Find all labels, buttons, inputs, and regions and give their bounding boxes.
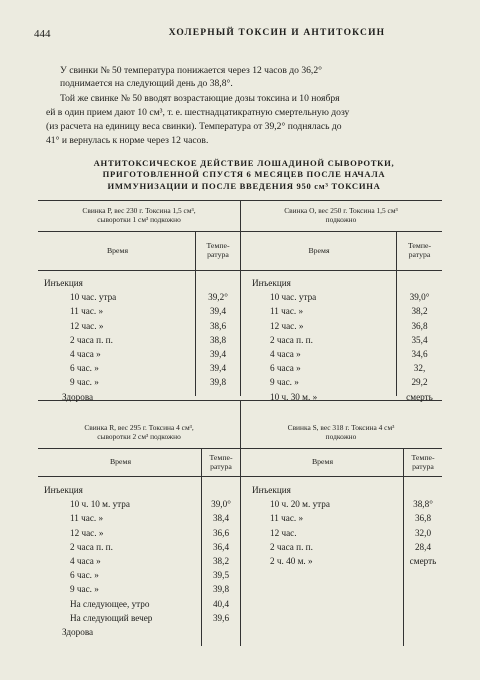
table-row-time: 2 часа п. п. — [270, 541, 313, 552]
table-row-temp: 38,8° — [413, 499, 433, 510]
table-row-time: На следующее, утро — [70, 598, 150, 609]
table-row-temp: 38,2 — [411, 306, 428, 317]
table-caption-o: Свинка О, вес 250 г. Токсина 1,5 см³ подкожно — [284, 206, 398, 224]
table-caption-r: Свинка R, вес 295 г. Токсина 4 см³, сыворотки 2 см³ подкожно — [84, 423, 194, 441]
table-row-time: Здорова — [62, 627, 94, 637]
table-row-time: 11 час. » — [70, 513, 104, 524]
table-row-temp: 38,6 — [209, 320, 227, 331]
table-row-temp — [202, 625, 240, 639]
table-title-line: ИММУНИЗАЦИИ И ПОСЛЕ ВВЕДЕНИЯ 950 см³ ТОКСИНА — [107, 180, 381, 191]
table-row-temp — [397, 276, 442, 290]
table-row-time: 2 ч. 40 м. » — [270, 556, 313, 566]
column-header-temp: Темпе- ратура — [407, 241, 432, 259]
table-row-time: Инъекция — [252, 278, 291, 288]
table-row-temp: 32, — [413, 363, 426, 374]
table-row-temp: 39,6 — [212, 612, 230, 623]
table-title-line: АНТИТОКСИЧЕСКОЕ ДЕЙСТВИЕ ЛОШАДИНОЙ СЫВОРОТКИ, — [93, 158, 395, 168]
table-row-temp: 39,8 — [212, 584, 230, 595]
table-row-temp: 36,6 — [212, 527, 230, 538]
table-row-temp: 40,4 — [212, 598, 230, 609]
column-header-time: Время — [311, 457, 334, 466]
table-row-time: На следующий вечер — [70, 612, 153, 623]
table-row-temp: 39,8 — [209, 377, 227, 388]
table-row-temp: 34,6 — [411, 349, 428, 359]
table-row-temp: смерть — [406, 391, 433, 402]
table-row-time: 9 час. » — [270, 377, 299, 388]
table-row-temp: 39,0° — [211, 499, 231, 510]
table-row-temp: 39,0° — [409, 292, 430, 303]
table-caption-s: Свинка S, вес 318 г. Токсина 4 см³ подкожно — [287, 423, 395, 441]
table-row-temp: 28,4 — [414, 541, 432, 552]
table-row-temp: 36,8 — [411, 320, 428, 331]
table-row-time: 10 ч. 20 м. утра — [270, 499, 330, 510]
paragraph-line: поднимается на следующий день до 38,8°. — [60, 78, 233, 89]
table-row-temp: 38,2 — [212, 556, 230, 566]
table-row-time: 6 час. » — [70, 363, 99, 374]
table-title — [52, 158, 436, 192]
table-row-time: 9 час. » — [70, 377, 99, 388]
table-row-temp: смерть — [409, 556, 437, 566]
table-row-temp: 36,4 — [212, 541, 230, 552]
table-row-time: 11 час. » — [270, 513, 304, 524]
table-row-time: 2 часа п. п. — [70, 334, 113, 345]
table-row-temp: 39,4 — [209, 306, 227, 317]
column-header-temp: Темпе- ратура — [206, 241, 230, 259]
table-row-time: 11 час. » — [70, 306, 104, 317]
column-header-temp: Темпе- ратура — [209, 453, 233, 471]
table-row-time: 10 час. утра — [270, 292, 317, 303]
table-row-time: 4 часа » — [70, 556, 101, 566]
table-row-time: 4 часа » — [70, 349, 101, 359]
paragraph-line: Той же свинке № 50 вводят возрастающие дозы токсина и 10 ноября — [60, 93, 340, 104]
table-row-time: 12 час. » — [70, 320, 104, 331]
column-header-time: Время — [308, 246, 330, 255]
table-row-time: 2 часа п. п. — [270, 334, 313, 345]
table-row-temp — [404, 483, 442, 497]
table-row-time: Инъекция — [252, 485, 291, 495]
table-row-temp: 38,8 — [209, 334, 227, 345]
table-row-time: Инъекция — [44, 278, 83, 288]
table-row-time: 6 час. » — [70, 570, 99, 581]
table-row-time: 12 час. » — [270, 320, 304, 331]
running-title: ХОЛЕРНЫЙ ТОКСИН И АНТИТОКСИН — [168, 28, 386, 38]
table-row-temp: 32,0 — [414, 527, 432, 538]
paragraph-line: ей в один прием дают 10 см³, т. е. шестнадцатикратную смертельную дозу — [46, 107, 350, 118]
column-header-temp: Темпе- ратура — [411, 453, 435, 471]
table-row-time: 11 час. » — [270, 306, 304, 317]
table-row-time: 2 часа п. п. — [70, 541, 113, 552]
paragraph-line: (из расчета на единицу веса свинки). Температура от 39,2° поднялась до — [46, 121, 342, 132]
table-row-temp: 39,2° — [208, 292, 228, 303]
table-row-temp — [196, 276, 240, 290]
running-header — [34, 28, 446, 42]
table-row-time: 10 час. утра — [70, 292, 117, 303]
table-title-line: ПРИГОТОВЛЕННОЙ СПУСТЯ 6 МЕСЯЦЕВ ПОСЛЕ НАЧАЛА — [102, 169, 386, 180]
table-row-time: 4 часа » — [270, 349, 301, 359]
table-row-time: Инъекция — [44, 485, 83, 495]
table-row-temp: 39,4 — [209, 363, 227, 374]
table-row-temp: 39,5 — [212, 570, 230, 581]
paragraph-line: У свинки № 50 температура понижается через 12 часов до 36,2° — [60, 65, 322, 76]
table-row-time: 10 ч. 30 м. » — [270, 391, 318, 402]
table-row-temp: 29,2 — [411, 377, 428, 388]
table-row-time: 9 час. » — [70, 584, 99, 595]
table-row-time: 12 час. » — [70, 527, 104, 538]
table-caption-p: Свинка Р, вес 230 г. Токсина 1,5 см³, сыворотки 1 см³ подкожно — [82, 206, 196, 224]
column-header-time: Время — [106, 246, 129, 255]
table-row-temp — [202, 483, 240, 497]
table-row-temp: 35,4 — [411, 334, 428, 345]
table-row-time: 10 ч. 10 м. утра — [70, 499, 130, 510]
table-row-time: Здорова — [62, 391, 94, 402]
paragraph-line: 41° и вернулась к норме через 12 часов. — [46, 135, 209, 146]
page-number: 444 — [34, 28, 51, 40]
table-row-temp: 39,4 — [209, 349, 227, 359]
table-row-temp: 36,8 — [414, 513, 432, 524]
table-row-time: 12 час. — [270, 527, 297, 538]
column-header-time: Время — [109, 457, 132, 466]
table-row-temp — [196, 390, 240, 404]
table-row-temp: 38,4 — [212, 513, 230, 524]
table-row-time: 6 часа » — [270, 363, 301, 374]
